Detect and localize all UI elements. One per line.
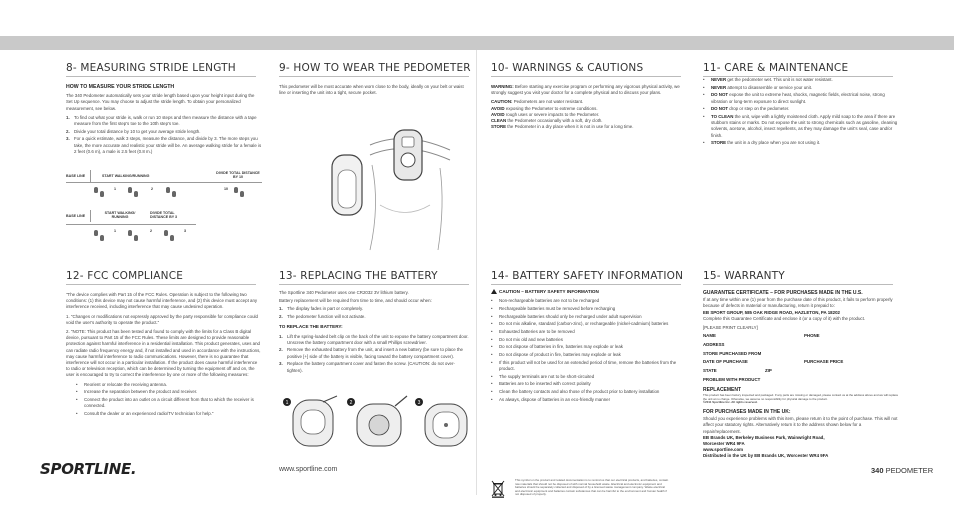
section-title-warranty: 15- WARRANTY bbox=[703, 270, 785, 282]
uk-address: EB Brands UK, Berkeley Business Park, Wainwright Road, bbox=[703, 434, 825, 440]
sportline-logo: SPORTLINE. bbox=[40, 460, 137, 478]
stride-intro: The 340 Pedometer automatically sets your stride length based upon your height input during the Set Up sequence. You may choose to adjust the stride length. To obtain your personalized measurement, see below. bbox=[66, 93, 255, 111]
replace-step: 3. Replace the battery compartment cover and fasten the screw. (CAUTION: do not over-tighten). bbox=[279, 361, 455, 373]
care-item: • NEVER attempt to disassemble or service your unit. bbox=[703, 84, 813, 90]
replacement-head: REPLACEMENT bbox=[703, 386, 742, 393]
wear-intro: This pedometer will be most accurate when worn close to the body, ideally on your belt or waist line or inserting the unit into a tight, secure pocket. bbox=[279, 84, 464, 96]
safety-item: • Do not mix alkaline, standard (carbon-zinc), or rechargeable (nickel-cadmium) batteries bbox=[491, 321, 669, 327]
stride-step: 2. Divide your total distance by 10 to get your average stride length. bbox=[66, 128, 201, 134]
stride-subhead: HOW TO MEASURE YOUR STRIDE LENGTH bbox=[66, 84, 175, 90]
base-line bbox=[66, 182, 262, 183]
safety-item: • The supply terminals are not to be short-circuited bbox=[491, 373, 595, 379]
fcc-measure: • Consult the dealer or an experienced radio/TV technician for help." bbox=[76, 410, 214, 416]
guarantee-address: EB SPORT GROUP, 585 OAK RIDGE ROAD, HAZLETON, PA 18202 bbox=[703, 309, 840, 315]
safety-item: • Batteries are to be inserted with correct polarity bbox=[491, 381, 591, 387]
step-mark: 3 bbox=[184, 229, 186, 233]
divide-label: DIVIDE TOTAL DISTANCE BY 10 bbox=[216, 171, 260, 179]
care-item: • NEVER get the pedometer wet. This unit is not water resistant. bbox=[703, 77, 833, 82]
title-rule bbox=[66, 284, 256, 285]
replacement-text: This product has been factory inspected and packaged. If any parts are missing or damaged, please contact us at the address above and we will replace the unit at no charge. Otherwise, we assume no responsibility for physical damage to the product. bbox=[703, 393, 899, 401]
page-number: 340 PEDOMETER bbox=[871, 466, 934, 475]
section-title-battery-safety: 14- BATTERY SAFETY INFORMATION bbox=[491, 270, 684, 282]
form-line-problem: PROBLEM WITH PRODUCT bbox=[703, 376, 761, 382]
footprint-icon bbox=[170, 235, 174, 241]
stride-diagram-3 bbox=[66, 210, 196, 245]
copyright: ©2011 Sportline Inc. All rights reserved. bbox=[703, 400, 758, 405]
step-mark: 1 bbox=[114, 187, 116, 191]
stride-section bbox=[66, 84, 262, 157]
step-mark: 1 bbox=[114, 229, 116, 233]
base-tick bbox=[90, 210, 91, 222]
uk-text: Should you experience problems with this item, please return it to the point of purchase. This will not affect your statutory rights. Alternatively return it to the address shown below for a repair/replacement. bbox=[703, 416, 898, 434]
stride-step: 1. To find out what your stride is, walk or run 10 steps and then measure the distance with a tape measure from the first step's toe to the 10th step's toe. bbox=[66, 114, 257, 127]
fig-number: 3 bbox=[417, 400, 421, 406]
footprint-icon bbox=[100, 235, 104, 241]
footprint-icon bbox=[94, 230, 98, 236]
battery-caution: CAUTION – BATTERY SAFETY INFORMATION bbox=[491, 289, 681, 295]
fcc-measure: • Connect the product into an outlet on a circuit different from that to which the receiver is connected. bbox=[76, 397, 254, 409]
title-rule bbox=[279, 76, 469, 77]
safety-item: • Clean the battery contacts and also those of the product prior to battery installation bbox=[491, 389, 660, 395]
replace-step: 1. Lift the spring-loaded belt clip on the back of the unit to expose the battery compartment door. Unscrew the battery compartment door with a small Phillips screwdriver. bbox=[279, 333, 469, 345]
section-title-wear: 9- HOW TO WEAR THE PEDOMETER bbox=[279, 62, 471, 74]
wear-pedometer-illustration bbox=[310, 110, 460, 260]
battery-when: 1. The display fades in part or completely. bbox=[279, 306, 364, 312]
title-rule bbox=[703, 284, 893, 285]
weee-notice: This symbol on the product and related documentation is to remind us that our electrical products, and batteries, contain raw materials that should not be disposed of with normal household waste. Electrical and electronic equipment and batteries should be separately collected and disposed of by a licensed waste management company. Waste electrical and electronic equipment and batteries contain substances that can be harmful to the environment and human health if not disposed of properly. bbox=[515, 478, 669, 497]
battery-para: The Sportline 340 Pedometer uses one CR2032 3V lithium battery. bbox=[279, 290, 409, 295]
section-title-stride: 8- MEASURING STRIDE LENGTH bbox=[66, 62, 236, 74]
step-mark: 2 bbox=[150, 229, 152, 233]
section-title-warnings: 10- WARNINGS & CAUTIONS bbox=[491, 62, 644, 74]
footprint-icon bbox=[94, 187, 98, 193]
step-mark: 2 bbox=[151, 187, 153, 191]
warning-line: WARNING: Before starting any exercise program or performing any vigorous physical activity, we strongly suggest you visit your doctor for a complete physical and to discuss your plans. bbox=[491, 84, 680, 96]
safety-item: • Do not dispose of product in fire, batteries may explode or leak bbox=[491, 352, 621, 358]
stride-diagram-10 bbox=[66, 170, 262, 200]
title-rule bbox=[491, 76, 681, 77]
title-rule bbox=[279, 284, 469, 285]
uk-head: FOR PURCHASES MADE IN THE UK: bbox=[703, 408, 791, 415]
step-mark: 10 bbox=[224, 187, 228, 191]
care-section bbox=[703, 77, 899, 148]
section-title-fcc: 12- FCC COMPLIANCE bbox=[66, 270, 184, 282]
care-item: • STORE the unit in a dry place when you are not using it. bbox=[703, 140, 821, 146]
uk-address: Worcester WR4 9FA bbox=[703, 440, 745, 446]
fcc-para: 1. "Changes or modifications not expressly approved by the party responsible for compliance could void the user's authority to operate the product." bbox=[66, 313, 258, 325]
warranty-section bbox=[703, 290, 899, 460]
wear-section bbox=[279, 84, 469, 99]
footprint-icon bbox=[128, 187, 132, 193]
divide-label: DIVIDE TOTAL DISTANCE BY 3 bbox=[150, 211, 178, 219]
footprint-icon bbox=[128, 230, 132, 236]
fcc-para: 2. "NOTE: This product has been tested and found to comply with the limits for a Class B digital device, pursuant to Part 15 of the FCC Rules. These limits are designed to provide reasonable protection against harmful interference in a residential installation. This product generates, uses and can radiate radio frequency energy and, if not installed and used in accordance with the instructions, may cause harmful interference to radio communications. However, there is no guarantee that interference will not occur in a particular installation. If the product does cause harmful interference to radio or television reception, which can be determined by turning the equipment off and on, the user is encouraged to try to correct the interference by one or more of the following measures: bbox=[66, 329, 261, 378]
footprint-icon bbox=[164, 230, 168, 236]
fig-number: 1 bbox=[285, 400, 289, 406]
fig-number: 2 bbox=[349, 400, 353, 406]
safety-item: • Rechargeable batteries should only be recharged under adult supervision bbox=[491, 313, 642, 319]
footprint-icon bbox=[234, 187, 238, 193]
clean-line: CLEAN the Pedometer occasionally with a soft, dry cloth. bbox=[491, 118, 603, 124]
safety-item: • Do not dispose of batteries in fire, batteries may explode or leak bbox=[491, 344, 623, 350]
title-rule bbox=[66, 76, 256, 77]
base-line bbox=[66, 224, 196, 225]
safety-item: • As always, dispose of batteries in an eco-friendly manner bbox=[491, 396, 611, 402]
footer-url: www.sportline.com bbox=[279, 466, 338, 473]
title-rule bbox=[491, 284, 681, 285]
footprint-icon bbox=[166, 187, 170, 193]
fcc-para: "The device complies with Part 15 of the FCC Rules. Operation is subject to the following two conditions: (1) this device may not cause harmful interference, and (2) this device must accept any interference received, including interference that may cause undesired operation. bbox=[66, 292, 258, 310]
caution-line: CAUTION: Pedometers are not water resistant. bbox=[491, 99, 584, 105]
form-line-state: STATE ZIP bbox=[703, 368, 772, 374]
safety-item: • Rechargeable batteries must be removed before recharging bbox=[491, 305, 616, 311]
replace-step: 2. Remove the exhausted battery from the unit, and insert a new battery (be sure to place the positive [+] side of the battery is visible, facing toward the battery compartment cover). bbox=[279, 347, 463, 359]
avoid-line: AVOID exposing the Pedometer to extreme conditions. bbox=[491, 105, 598, 111]
battery-when: 2. The pedometer function will not activate. bbox=[279, 314, 366, 320]
footprint-icon bbox=[134, 235, 138, 241]
safety-item: • Do not mix old and new batteries bbox=[491, 336, 563, 342]
care-item: • TO CLEAN the unit, wipe with a lightly moistened cloth. Apply mild soap to the area if there are stubborn stains or marks. Do not expose the unit to strong chemicals such as gasoline, cleaning solvents, acetone, alcohol, insect repellents, as they may damage the unit's seal, case and/or finish. bbox=[703, 114, 898, 138]
stride-step: 3. For a quick estimate, walk 3 steps, measure the distance, and divide by 3. The more steps you take, the more accurate and realistic your stride will be. An average walking stride for a female is 2 feet (0.6 m), a male is 2.5 feet (0.8 m.) bbox=[66, 136, 262, 154]
footprint-icon bbox=[100, 191, 104, 197]
start-label: START WALKING/RUNNING bbox=[102, 174, 150, 178]
safety-item: • Exhausted batteries are to be removed bbox=[491, 329, 575, 335]
battery-para: Battery replacement will be required from time to time, and should occur when: bbox=[279, 298, 432, 304]
battery-replace-illustration bbox=[279, 394, 471, 452]
form-line-date: DATE OF PURCHASE PURCHASE PRICE bbox=[703, 359, 844, 365]
fcc-measure: • Reorient or relocate the receiving antenna. bbox=[76, 381, 167, 387]
guarantee-text: If at any time within one (1) year from the purchase date of this product, it fails to perform properly because of defects in material or manufacturing, return it prepaid to: bbox=[703, 297, 893, 309]
uk-website: www.sportline.com bbox=[703, 447, 744, 453]
section-title-care: 11- CARE & MAINTENANCE bbox=[703, 62, 849, 74]
battery-safety-section bbox=[491, 289, 681, 405]
safety-item: • Non-rechargeable batteries are not to be recharged bbox=[491, 298, 600, 304]
base-line-label: BASE LINE bbox=[66, 214, 86, 218]
form-line-store: STORE PURCHASED FROM bbox=[703, 350, 762, 356]
top-band bbox=[0, 36, 954, 50]
uk-distributor: Distributed in the UK by EB Brands UK, Worcester WR4 9FA bbox=[703, 453, 829, 459]
care-item: • DO NOT expose the unit to extreme heat, shocks, magnetic fields, electrical noise, strong vibration or long-term exposure to direct sunlight. bbox=[703, 92, 885, 104]
fcc-measure: • Increase the separation between the product and receiver. bbox=[76, 389, 198, 395]
safety-item: • If this product will not be used for an extended period of time, remove the batteries from the product. bbox=[491, 359, 677, 372]
footprint-icon bbox=[240, 191, 244, 197]
care-item: • DO NOT drop or step on the pedometer. bbox=[703, 106, 790, 112]
section-title-battery: 13- REPLACING THE BATTERY bbox=[279, 270, 438, 282]
fcc-section bbox=[66, 292, 262, 419]
guarantee-complete: Complete this Guarantee Certificate and enclose it (or a copy of it) with the product. bbox=[703, 315, 866, 321]
avoid-line: AVOID rough uses or severe impacts to the Pedometer. bbox=[491, 111, 600, 117]
warnings-section bbox=[491, 84, 681, 130]
guarantee-head: GUARANTEE CERTIFICATE – FOR PURCHASES MADE IN THE U.S. bbox=[703, 290, 863, 296]
weee-crossed-bin-icon bbox=[491, 480, 505, 498]
form-line-address: ADDRESS bbox=[703, 341, 725, 347]
footprint-icon bbox=[134, 191, 138, 197]
replace-subhead: TO REPLACE THE BATTERY: bbox=[279, 324, 343, 330]
warning-triangle-icon bbox=[491, 289, 497, 294]
print-clearly: [PLEASE PRINT CLEARLY] bbox=[703, 325, 758, 331]
base-tick bbox=[90, 170, 91, 182]
start-label: START WALKING/ RUNNING bbox=[104, 211, 136, 219]
form-line-name: NAME PHONE bbox=[703, 333, 820, 339]
battery-section bbox=[279, 290, 469, 375]
page-fold bbox=[476, 50, 477, 495]
base-line-label: BASE LINE bbox=[66, 174, 86, 178]
store-line: STORE the Pedometer in a dry place when it is not in use for a long time. bbox=[491, 124, 634, 130]
footprint-icon bbox=[172, 191, 176, 197]
